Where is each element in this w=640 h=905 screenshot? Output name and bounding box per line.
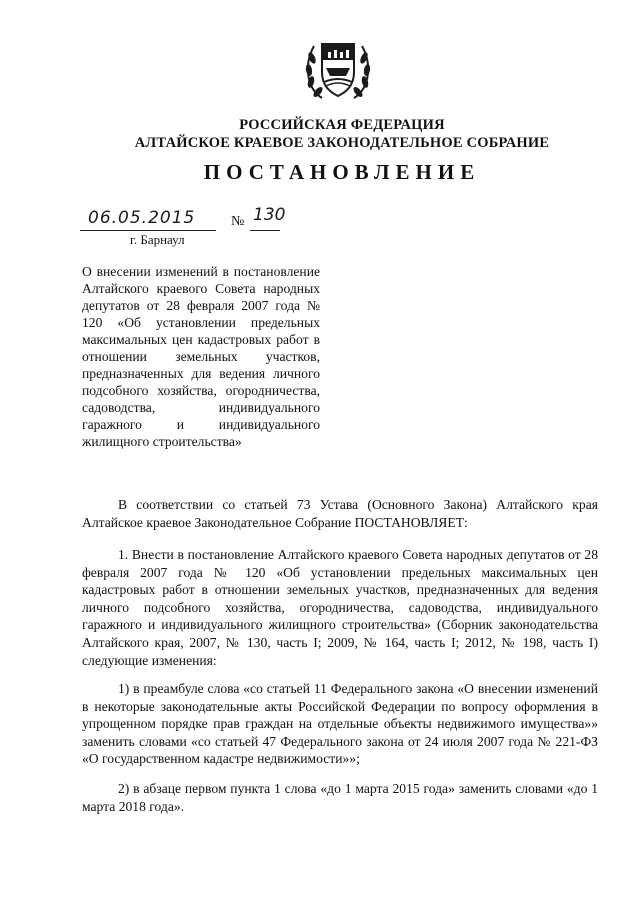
document-type-title: ПОСТАНОВЛЕНИЕ	[203, 160, 481, 184]
org-country: РОССИЙСКАЯ ФЕДЕРАЦИЯ	[239, 117, 445, 133]
org-name: АЛТАЙСКОЕ КРАЕВОЕ ЗАКОНОДАТЕЛЬНОЕ СОБРАНИЕ	[134, 135, 550, 151]
number-underline	[250, 230, 280, 231]
coat-of-arms-emblem	[300, 30, 376, 106]
body-paragraph-item-1: 1. Внести в постановление Алтайского краевого Совета народных депутатов от 28 февраля 2007 года № 120 «Об установлении предельных максимальных цен кадастровых работ в отношении земельных участков, предназначенных для ведения личного подсобного хозяйства, огородничества, садоводства, индивидуального гаражного и индивидуального жилищного строительства» (Сборник законодательства Алтайского края, 2007, № 130, часть I; 2009, № 164, часть I; 2012, № 198, часть I) следующие изменения:	[82, 547, 598, 668]
body-paragraph-preamble: В соответствии со статьей 73 Устава (Основного Закона) Алтайского края Алтайское краевое Законодательное Собрание ПОСТАНОВЛЯЕТ:	[82, 497, 598, 530]
date-underline	[80, 230, 216, 231]
document-date: 06.05.2015	[88, 208, 196, 228]
document-number: 130	[253, 205, 286, 225]
body-paragraph-subitem-1: 1) в преамбуле слова «со статьей 11 Федерального закона «О внесении изменений в некоторые законодательные акты Российской Федерации по вопросу оформления в упрощенном порядке прав граждан на отдельные объекты недвижимого имущества»» заменить словами «со статьей 47 Федерального закона от 24 июля 2007 года № 221-ФЗ «О государственном кадастре недвижимости»»;	[82, 681, 598, 767]
body-paragraph-subitem-2: 2) в абзаце первом пункта 1 слова «до 1 марта 2015 года» заменить словами «до 1 марта 2018 года».	[82, 781, 598, 814]
document-subject: О внесении изменений в постановление Алтайского краевого Совета народных депутатов от 28 февраля 2007 года № 120 «Об установлении предельных максимальных цен кадастровых работ в отношении земельных участков, предназначенных для ведения личного подсобного хозяйства, огородничества, садоводства, индивидуального гаражного и индивидуального жилищного строительства»	[82, 264, 320, 449]
number-sign: №	[231, 214, 245, 229]
city-label: г. Барнаул	[130, 232, 185, 247]
